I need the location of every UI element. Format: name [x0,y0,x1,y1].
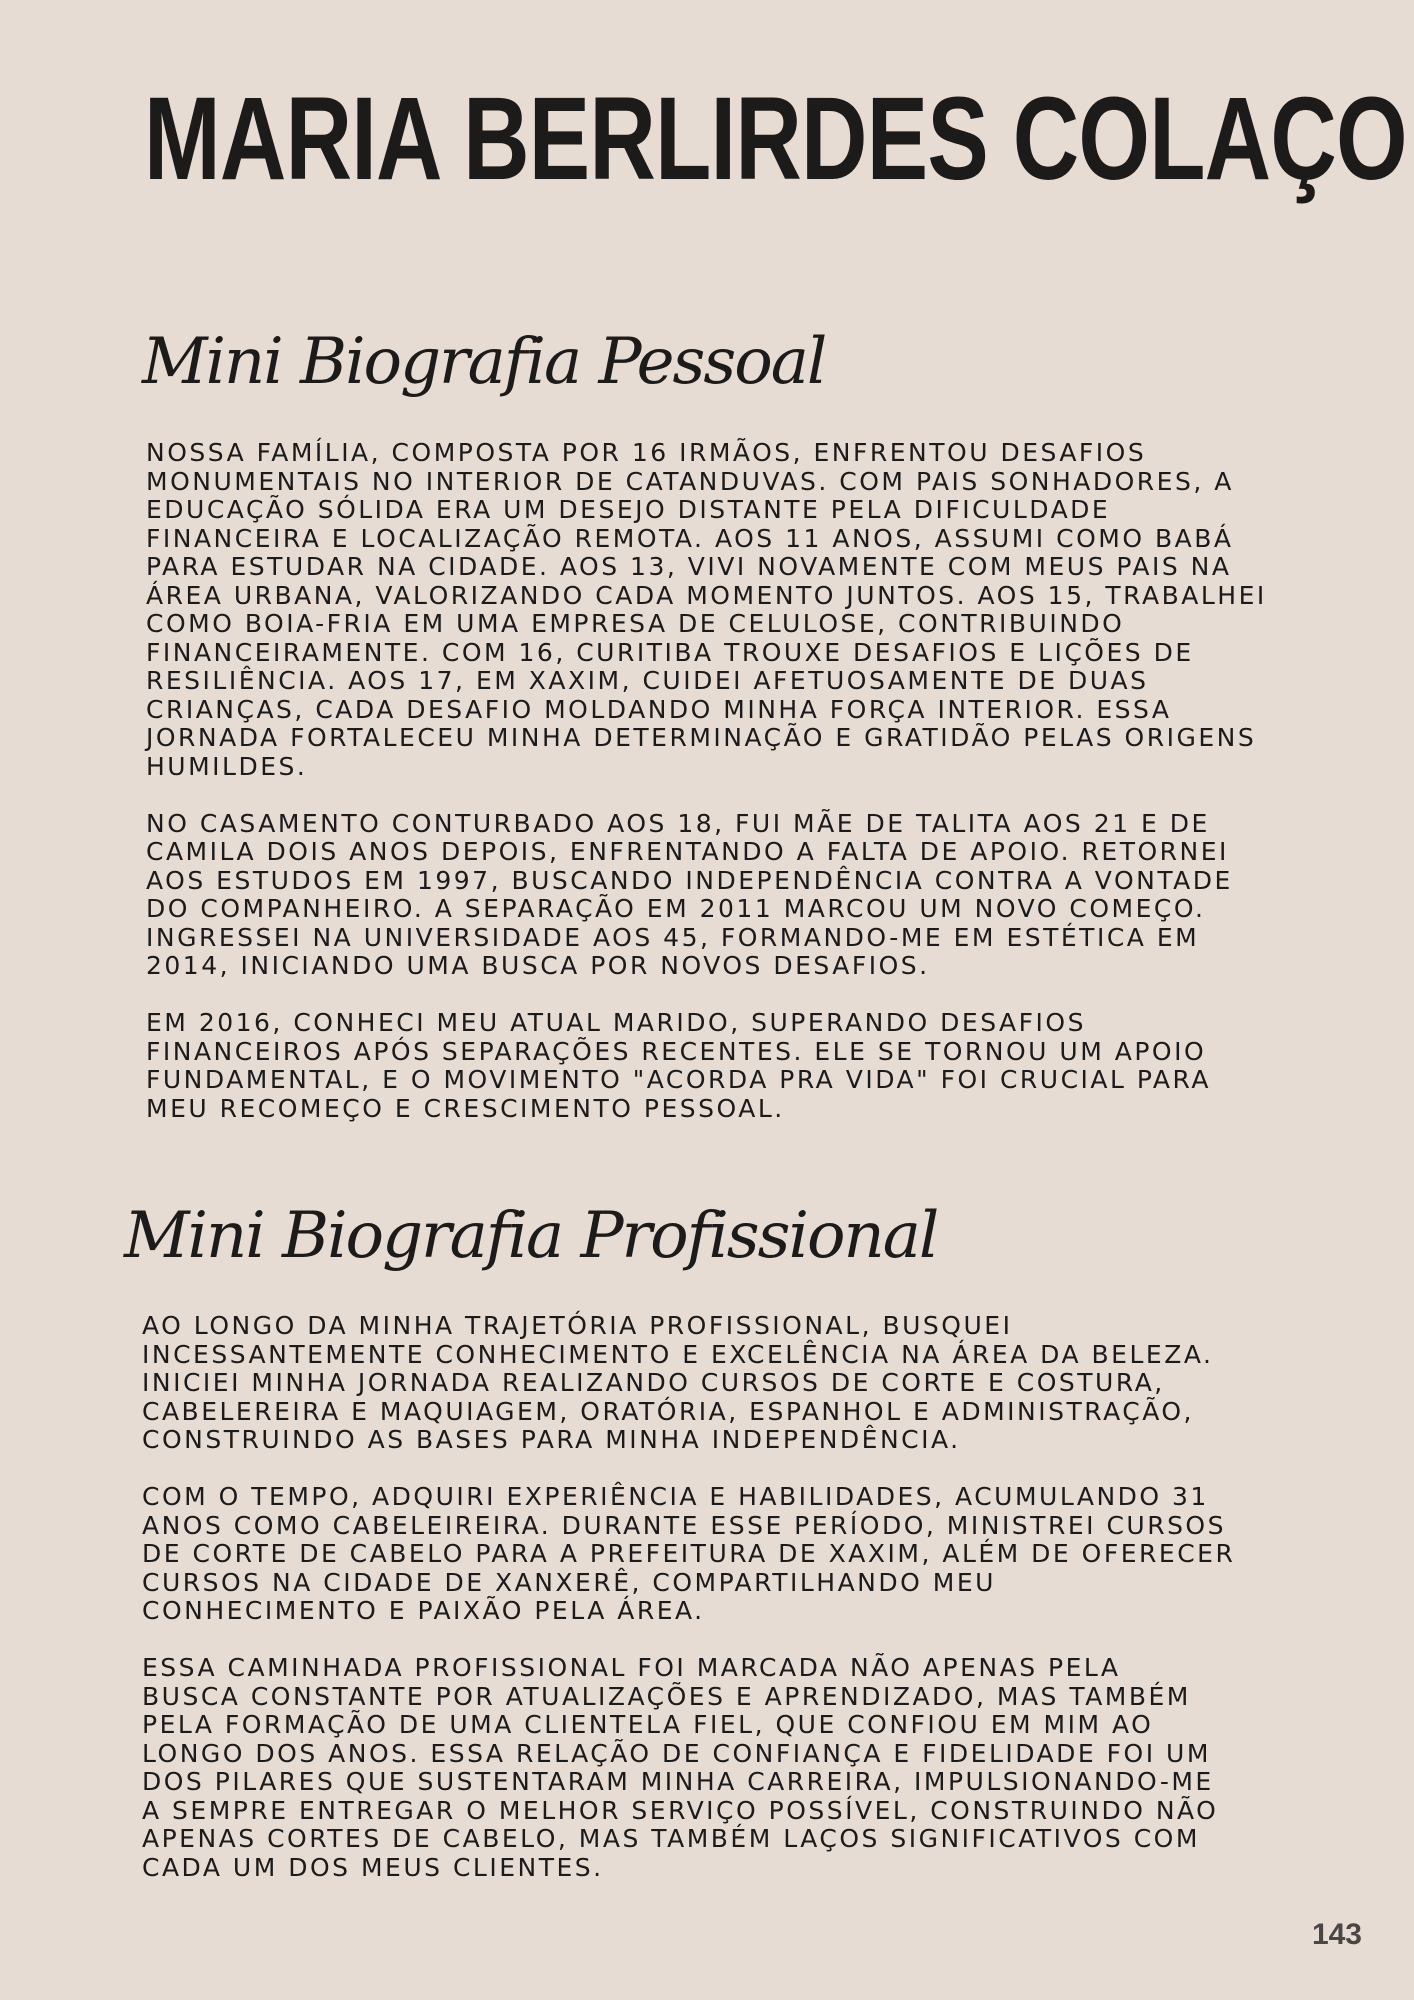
professional-paragraph: AO LONGO DA MINHA TRAJETÓRIA PROFISSIONAL, BUSQUEI INCESSANTEMENTE CONHECIMENTO E EXCELÊNCIA NA ÁREA DA BELEZA. INICIEI MINHA JORNADA REALIZANDO CURSOS DE CORTE E COSTURA, CABELEREIRA E MAQUIAGEM, ORATÓRIA, ESPANHOL E ADMINISTRAÇÃO, CONSTRUINDO AS BASES PARA MINHA INDEPENDÊNCIA. [142,1311,1214,1454]
section-heading-personal: Mini Biografia Pessoal [142,325,826,399]
section-heading-professional: Mini Biografia Profissional [124,1199,938,1273]
professional-paragraph: ESSA CAMINHADA PROFISSIONAL FOI MARCADA NÃO APENAS PELA BUSCA CONSTANTE POR ATUALIZAÇÕES E APRENDIZADO, MAS TAMBÉM PELA FORMAÇÃO DE UMA CLIENTELA FIEL, QUE CONFIOU EM MIM AO LONGO DOS ANOS. ESSA RELAÇÃO DE CONFIANÇA E FIDELIDADE FOI UM DOS PILARES QUE SUSTENTARAM MINHA CARREIRA, IMPULSIONANDO-ME A SEMPRE ENTREGAR O MELHOR SERVIÇO POSSÍVEL, CONSTRUINDO NÃO APENAS CORTES DE CABELO, MAS TAMBÉM LAÇOS SIGNIFICATIVOS COM CADA UM DOS MEUS CLIENTES. [142,1653,1219,1882]
personal-biography [146,439,1346,1123]
professional-biography [142,1312,1342,1882]
page-title: MARIA BERLIRDES COLAÇO [144,73,1407,205]
professional-paragraph: COM O TEMPO, ADQUIRI EXPERIÊNCIA E HABILIDADES, ACUMULANDO 31 ANOS COMO CABELEIREIRA. DURANTE ESSE PERÍODO, MINISTREI CURSOS DE CORTE DE CABELO PARA A PREFEITURA DE XAXIM, ALÉM DE OFERECER CURSOS NA CIDADE DE XANXERÊ, COMPARTILHANDO MEU CONHECIMENTO E PAIXÃO PELA ÁREA. [142,1482,1236,1625]
page-number: 143 [1311,1918,1362,1951]
personal-paragraph: NO CASAMENTO CONTURBADO AOS 18, FUI MÃE DE TALITA AOS 21 E DE CAMILA DOIS ANOS DEPOIS, ENFRENTANDO A FALTA DE APOIO. RETORNEI AOS ESTUDOS EM 1997, BUSCANDO INDEPENDÊNCIA CONTRA A VONTADE DO COMPANHEIRO. A SEPARAÇÃO EM 2011 MARCOU UM NOVO COMEÇO. INGRESSEI NA UNIVERSIDADE AOS 45, FORMANDO-ME EM ESTÉTICA EM 2014, INICIANDO UMA BUSCA POR NOVOS DESAFIOS. [146,808,1233,980]
personal-paragraph: EM 2016, CONHECI MEU ATUAL MARIDO, SUPERANDO DESAFIOS FINANCEIROS APÓS SEPARAÇÕES RECENTES. ELE SE TORNOU UM APOIO FUNDAMENTAL, E O MOVIMENTO "ACORDA PRA VIDA" FOI CRUCIAL PARA MEU RECOMEÇO E CRESCIMENTO PESSOAL. [146,1008,1211,1123]
personal-paragraph: NOSSA FAMÍLIA, COMPOSTA POR 16 IRMÃOS, ENFRENTOU DESAFIOS MONUMENTAIS NO INTERIOR DE CATANDUVAS. COM PAIS SONHADORES, A EDUCAÇÃO SÓLIDA ERA UM DESEJO DISTANTE PELA DIFICULDADE FINANCEIRA E LOCALIZAÇÃO REMOTA. AOS 11 ANOS, ASSUMI COMO BABÁ PARA ESTUDAR NA CIDADE. AOS 13, VIVI NOVAMENTE COM MEUS PAIS NA ÁREA URBANA, VALORIZANDO CADA MOMENTO JUNTOS. AOS 15, TRABALHEI COMO BOIA-FRIA EM UMA EMPRESA DE CELULOSE, CONTRIBUINDO FINANCEIRAMENTE. COM 16, CURITIBA TROUXE DESAFIOS E LIÇÕES DE RESILIÊNCIA. AOS 17, EM XAXIM, CUIDEI AFETUOSAMENTE DE DUAS CRIANÇAS, CADA DESAFIO MOLDANDO MINHA FORÇA INTERIOR. ESSA JORNADA FORTALECEU MINHA DETERMINAÇÃO E GRATIDÃO PELAS ORIGENS HUMILDES. [146,438,1267,781]
